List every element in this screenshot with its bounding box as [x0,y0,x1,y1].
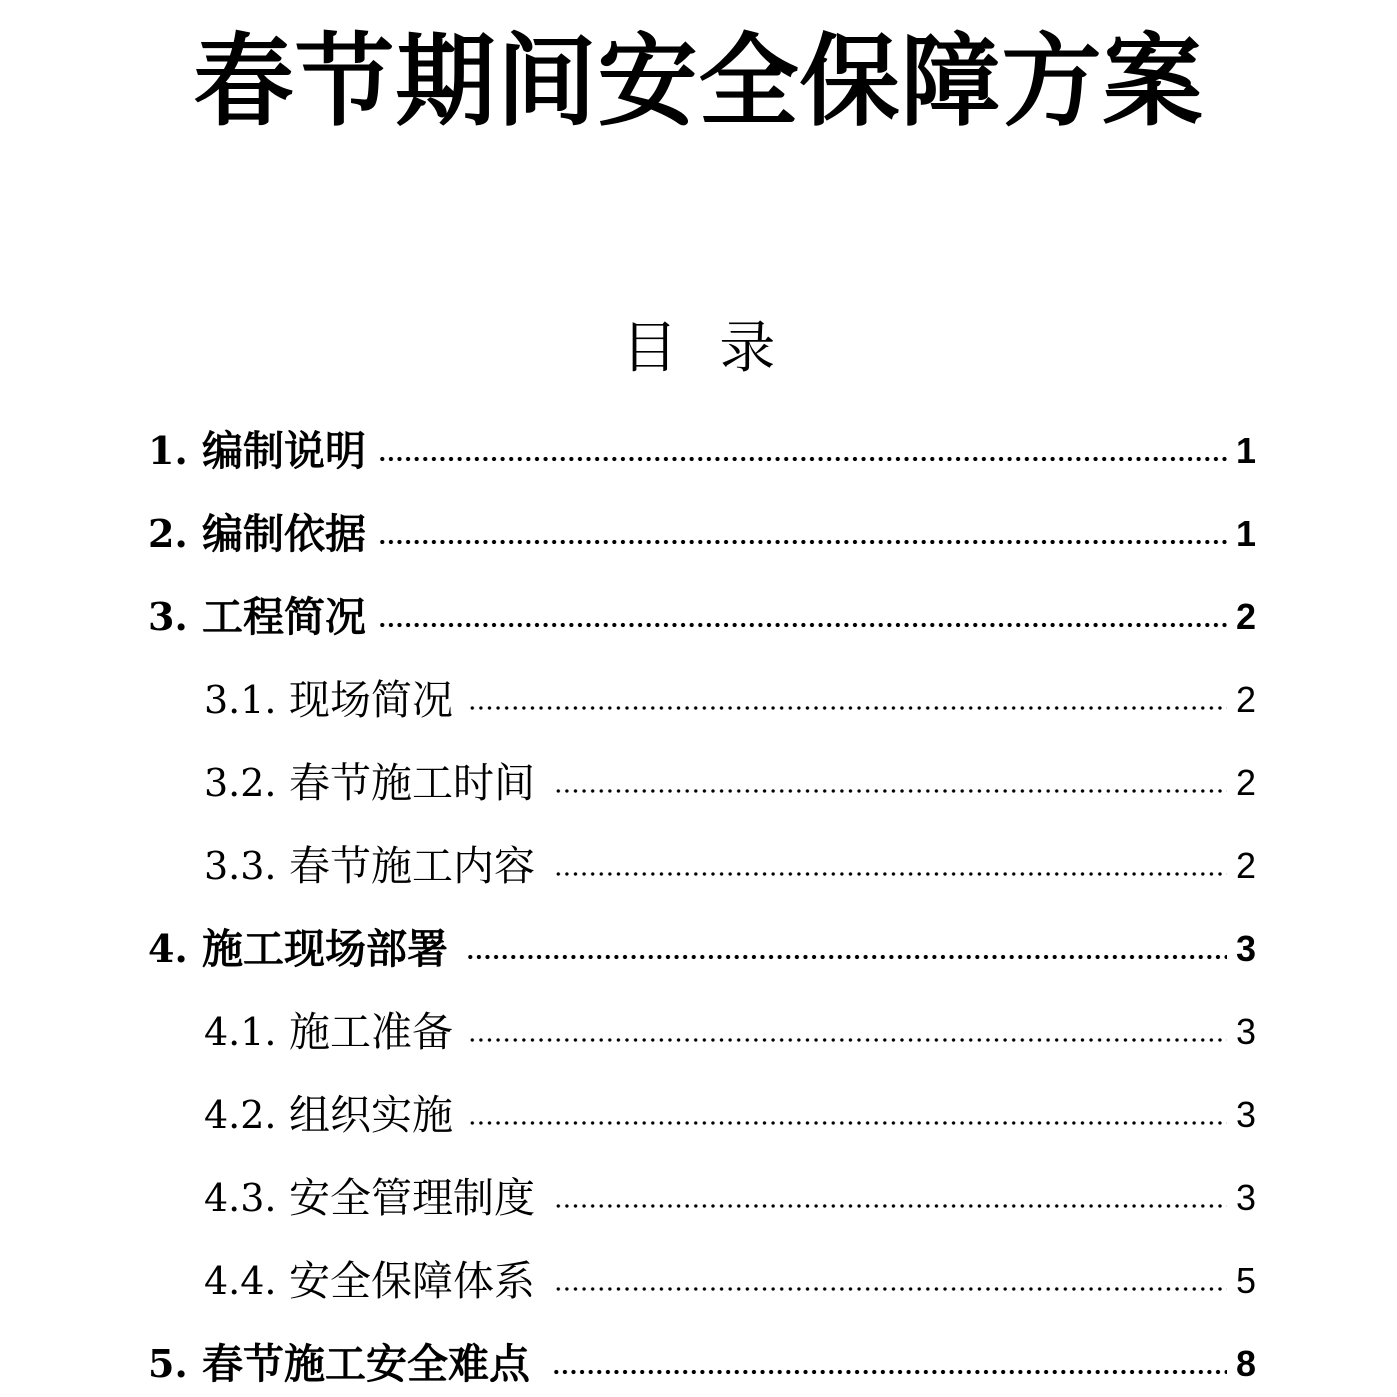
toc-entry-number: 4.1. [204,1010,277,1054]
toc-dot-leader [554,788,1227,794]
toc-entry-number: 1. [148,428,188,473]
toc-entry-text: 施工准备 [289,1008,453,1056]
toc-entry-page: 2 [1235,679,1256,720]
toc-entry-number: 3.3. [204,844,277,888]
toc-entry-text: 编制依据 [202,510,366,558]
toc-entry[interactable] [0,1076,1397,1140]
toc-entry-number: 4.3. [204,1176,277,1220]
toc-entry-number: 4.2. [204,1093,277,1137]
toc-entry-number: 3.2. [204,761,277,805]
toc-dot-leader [466,954,1227,960]
toc-dot-leader [378,456,1227,462]
toc-entry-text: 编制说明 [202,427,366,475]
toc-entry-number: 3.1. [204,678,277,722]
toc-entry-page: 2 [1235,845,1256,886]
toc-entry-text: 现场简况 [289,676,453,724]
toc-dot-leader [468,705,1227,711]
toc-entry-page: 3 [1235,1011,1256,1052]
toc-entry[interactable] [0,744,1397,808]
toc-entry-number: 4. [148,926,188,971]
toc-entry[interactable] [0,495,1397,559]
toc-entry-page: 1 [1235,430,1256,471]
toc-dot-leader [554,1286,1227,1292]
toc-entry-page: 3 [1235,1094,1256,1135]
toc-entry-number: 3. [148,594,188,639]
toc-entry[interactable] [0,412,1397,476]
toc-entry-text: 春节施工内容 [289,842,535,890]
toc-entry-number: 5. [148,1341,188,1386]
toc-entry-text: 安全保障体系 [289,1257,535,1305]
toc-entry-text: 工程简况 [202,593,366,641]
toc-entry-page: 3 [1235,928,1256,969]
toc-dot-leader [554,871,1227,877]
toc-entry[interactable] [0,827,1397,891]
toc-entry[interactable] [0,910,1397,974]
toc-entry-page: 2 [1235,596,1256,637]
toc-entry-page: 1 [1235,513,1256,554]
document-title: 春节期间安全保障方案 [193,23,1204,140]
toc-entry-number: 2. [148,511,188,556]
toc-entry[interactable] [0,1159,1397,1223]
toc-entry-page: 8 [1235,1343,1256,1384]
toc-entry-number: 4.4. [204,1259,277,1303]
toc-entry-text: 组织实施 [289,1091,453,1139]
toc-entry[interactable] [0,578,1397,642]
toc-entry-page: 5 [1235,1260,1256,1301]
toc-entry-text: 安全管理制度 [289,1174,535,1222]
toc-entry-page: 2 [1235,762,1256,803]
toc-dot-leader [554,1203,1227,1209]
toc-dot-leader [378,539,1227,545]
toc-entry[interactable] [0,661,1397,725]
toc-dot-leader [468,1120,1227,1126]
toc-entry[interactable] [0,1325,1397,1389]
toc-entry-text: 施工现场部署 [202,925,448,973]
toc-heading: 目 录 [621,316,776,381]
toc-entry-text: 春节施工时间 [289,759,535,807]
toc-entry-page: 3 [1235,1177,1256,1218]
toc-entry[interactable] [0,1242,1397,1306]
toc-dot-leader [378,622,1227,628]
toc-dot-leader [552,1369,1227,1375]
toc-entry-text: 春节施工安全难点 [202,1340,530,1388]
toc-entry[interactable] [0,993,1397,1057]
toc-dot-leader [468,1037,1227,1043]
